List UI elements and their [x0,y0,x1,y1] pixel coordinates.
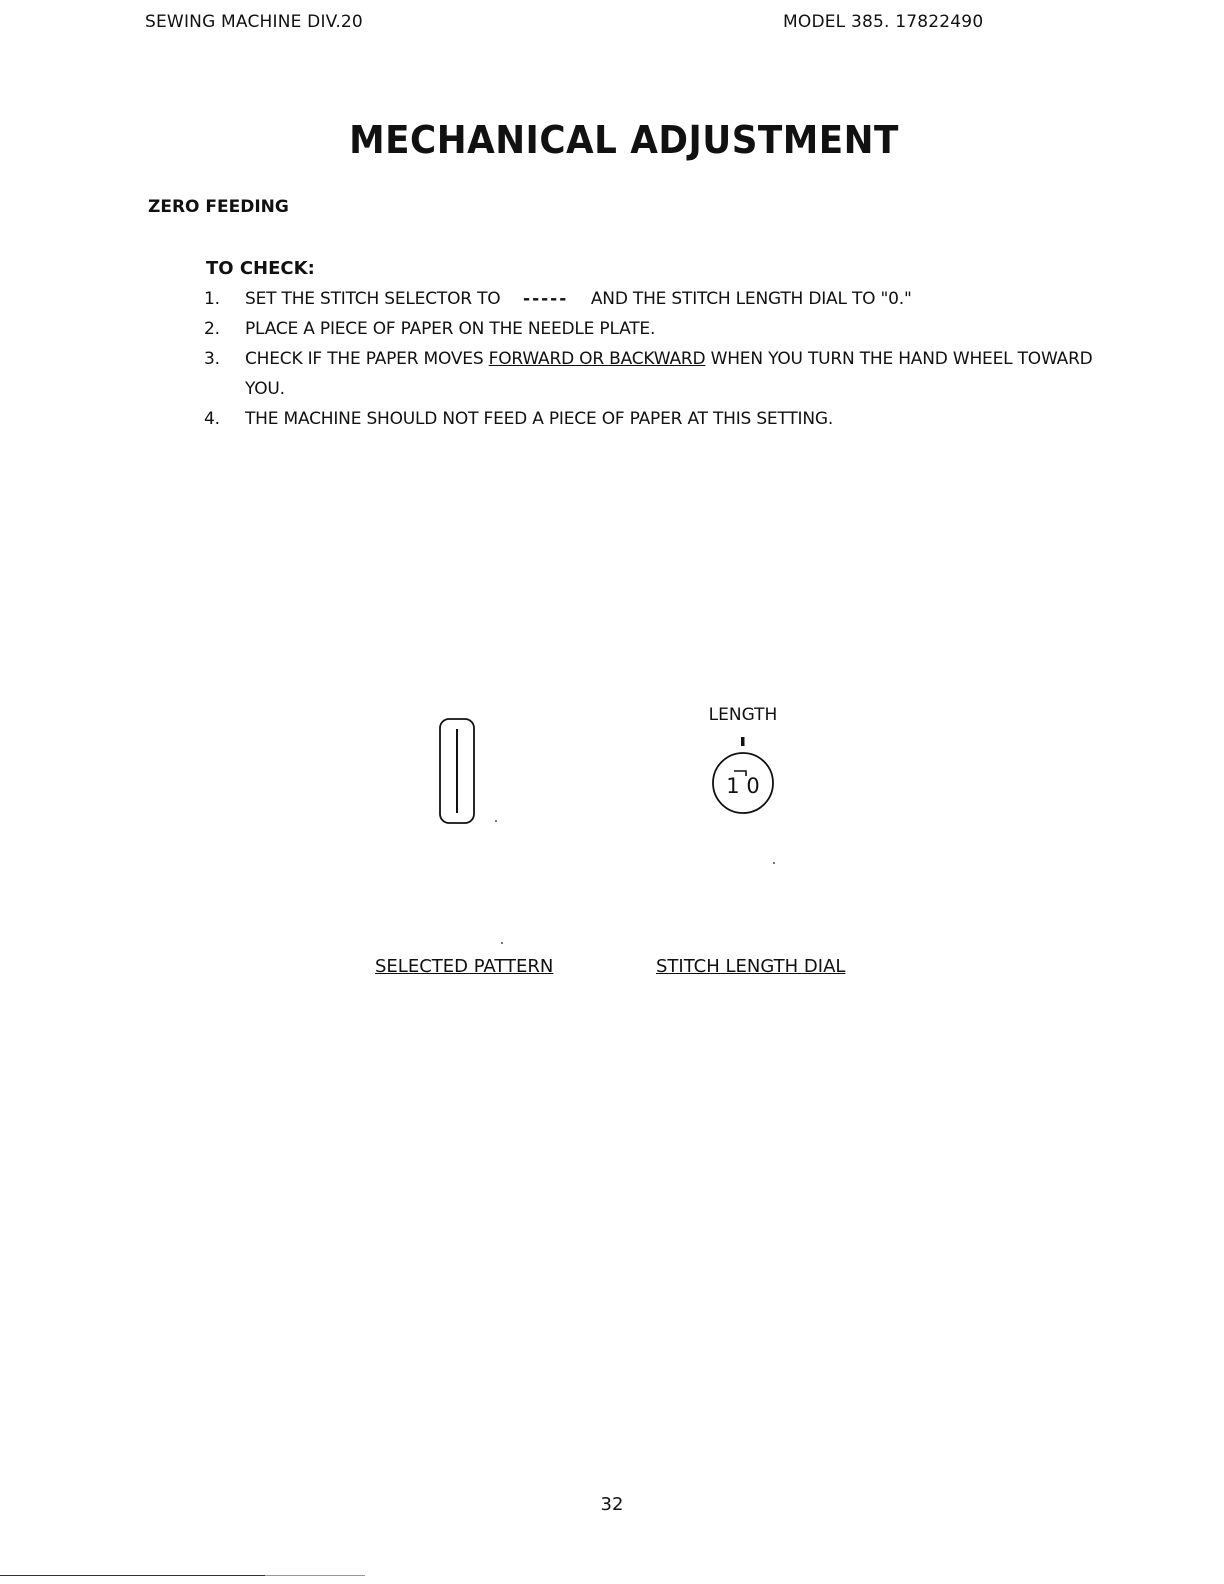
step-number: 4. [204,409,220,429]
bottom-rule [0,1575,265,1576]
step-text: SET THE STITCH SELECTOR TO [245,289,501,309]
header-left-text: SEWING MACHINE DIV.20 [145,12,363,32]
step-item [204,344,1104,404]
scan-speck [773,862,775,864]
step-item [204,314,1104,344]
stitch-length-dial-icon [700,735,786,825]
dial-length-label: LENGTH [708,705,778,725]
step-number: 3. [204,349,220,369]
step-text: THE MACHINE SHOULD NOT FEED A PIECE OF PAPER AT THIS SETTING. [245,409,834,429]
check-steps-list [204,284,1104,434]
check-subheading: TO CHECK: [206,258,315,279]
dial-digits: 1 0 [726,774,760,798]
section-heading: ZERO FEEDING [148,197,289,217]
page-number: 32 [600,1494,624,1515]
step-text: AND THE STITCH LENGTH DIAL TO "0." [590,289,912,309]
step-text: WHEN YOU TURN THE HAND WHEEL TOWARD YOU. [245,349,1093,399]
bottom-rule [265,1575,365,1576]
step-item [204,284,1104,314]
straight-stitch-symbol: ----- [523,289,569,309]
stitch-length-dial-caption: STITCH LENGTH DIAL [656,956,846,977]
step-text: CHECK IF THE PAPER MOVES [245,349,484,369]
step-text: PLACE A PIECE OF PAPER ON THE NEEDLE PLATE. [245,319,656,339]
header-right-text: MODEL 385. 17822490 [783,12,984,32]
step-item [204,404,1104,434]
page-title: MECHANICAL ADJUSTMENT [349,118,899,162]
scan-speck [495,820,497,822]
step-number: 2. [204,319,220,339]
selected-pattern-caption: SELECTED PATTERN [375,956,554,977]
scan-speck [501,942,503,944]
step-number: 1. [204,289,220,309]
step-underlined-text: FORWARD OR BACKWARD [488,349,706,369]
straight-stitch-pattern-icon [436,717,478,825]
